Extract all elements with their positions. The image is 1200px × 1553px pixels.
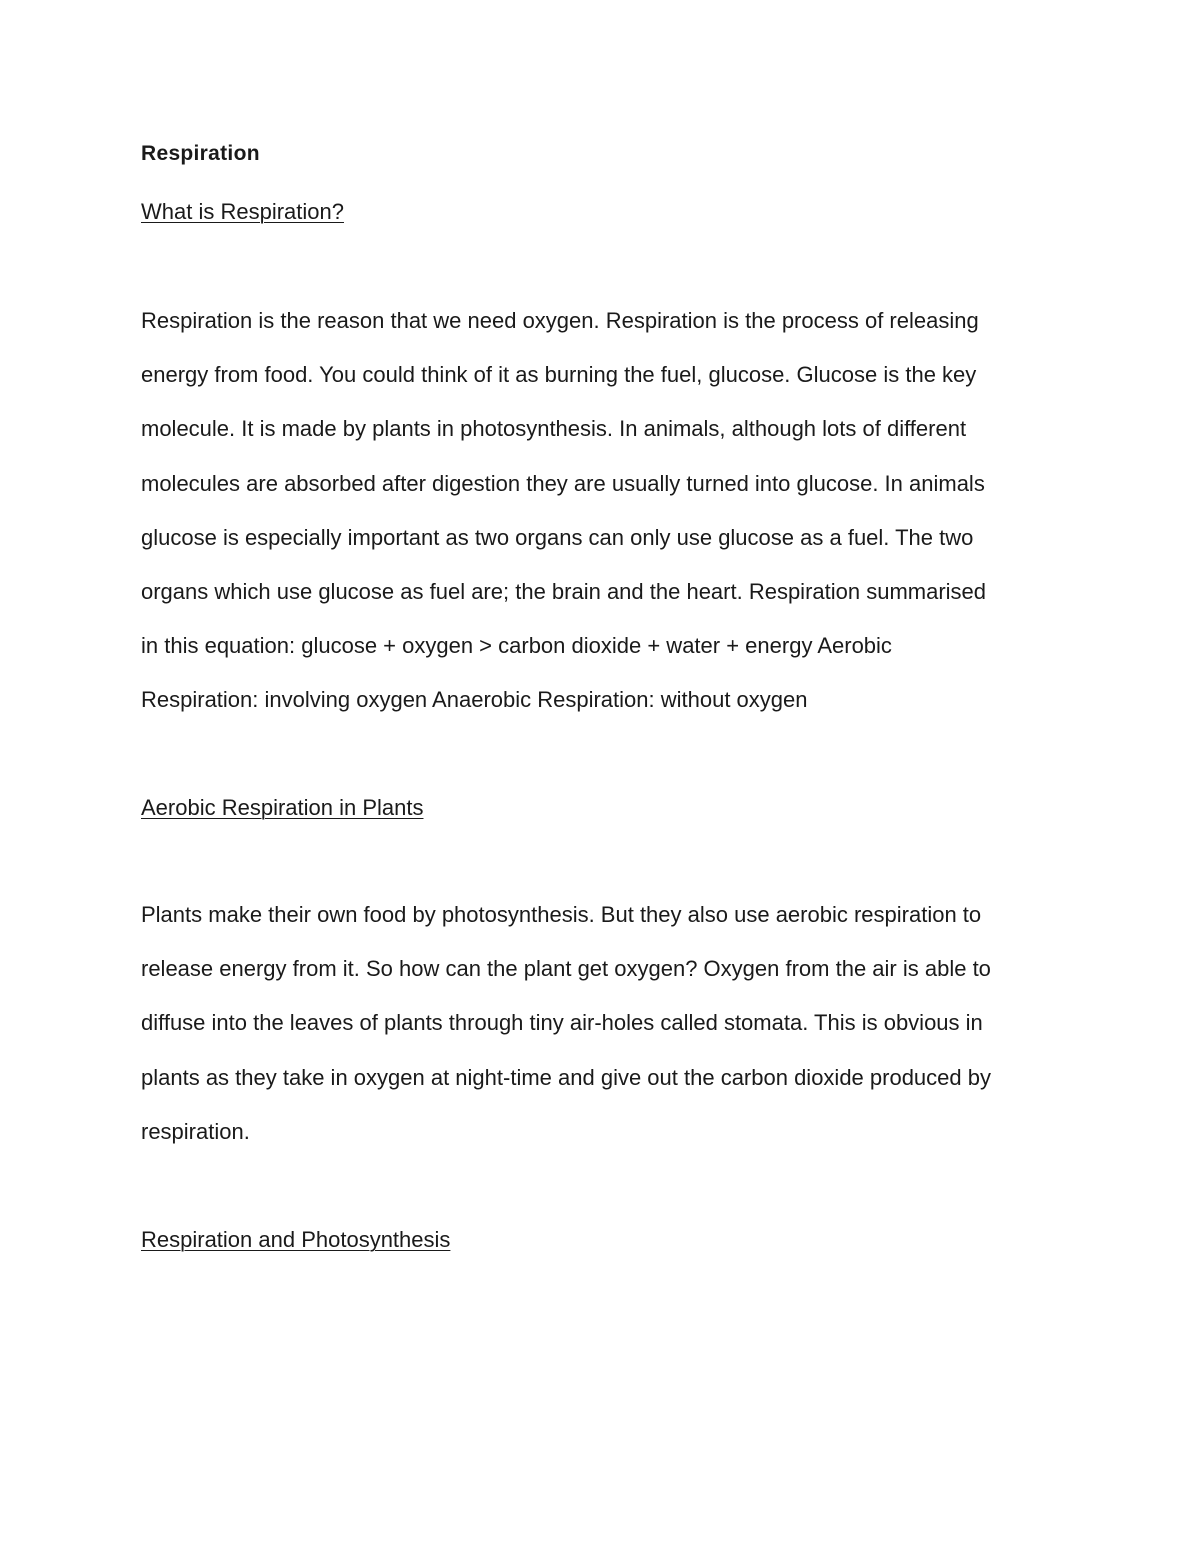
paragraph-line: diffuse into the leaves of plants through tiny air-holes called stomata. This is obvious in (141, 1010, 983, 1036)
paragraph-line: Respiration is the reason that we need oxygen. Respiration is the process of releasing (141, 308, 979, 333)
section-paragraph-aerobic-respiration-in-plants (141, 902, 1071, 1173)
section-heading-respiration-and-photosynthesis: Respiration and Photosynthesis (141, 1227, 451, 1252)
paragraph-line: molecule. It is made by plants in photosynthesis. In animals, although lots of different (141, 416, 967, 442)
document-title: Respiration (141, 142, 260, 165)
paragraph-line: Respiration: involving oxygen Anaerobic Respiration: without oxygen (141, 687, 808, 713)
paragraph-line: molecules are absorbed after digestion they are usually turned into glucose. In animals (141, 470, 985, 496)
paragraph-line: energy from food. You could think of it as burning the fuel, glucose. Glucose is the key (141, 362, 977, 388)
section-paragraph-what-is-respiration (141, 308, 1071, 742)
paragraph-line: in this equation: glucose + oxygen > carbon dioxide + water + energy Aerobic (141, 633, 892, 659)
paragraph-line: respiration. (141, 1118, 250, 1144)
paragraph-line: organs which use glucose as fuel are; the brain and the heart. Respiration summarised (141, 578, 987, 604)
paragraph-line: plants as they take in oxygen at night-time and give out the carbon dioxide produced by (141, 1064, 991, 1090)
section-heading-aerobic-respiration-in-plants: Aerobic Respiration in Plants (141, 795, 424, 820)
paragraph-line: release energy from it. So how can the plant get oxygen? Oxygen from the air is able to (141, 956, 991, 982)
paragraph-line: Plants make their own food by photosynthesis. But they also use aerobic respiration to (141, 902, 982, 927)
paragraph-line: glucose is especially important as two organs can only use glucose as a fuel. The two (141, 524, 974, 550)
section-heading-what-is-respiration: What is Respiration? (141, 199, 344, 224)
